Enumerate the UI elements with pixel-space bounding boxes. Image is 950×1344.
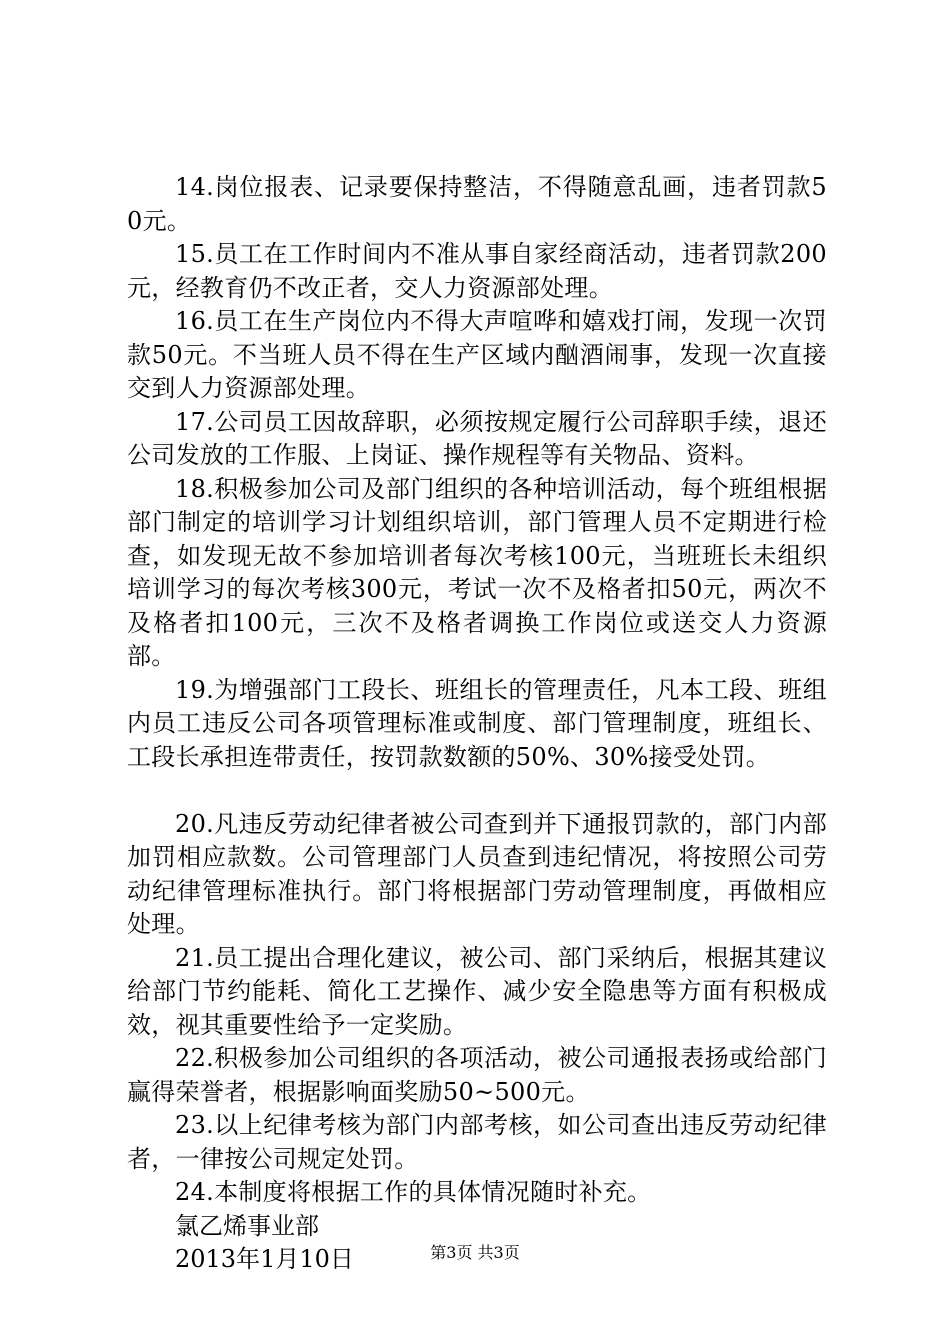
clause-21: 21.员工提出合理化建议，被公司、部门采纳后，根据其建议给部门节约能耗、简化工艺操作、减少安全隐患等方面有积极成效，视其重要性给予一定奖励。: [127, 943, 827, 1039]
signature-date: 2013年1月10日: [175, 1245, 354, 1273]
clause-20: 20.凡违反劳动纪律者被公司查到并下通报罚款的，部门内部加罚相应款数。公司管理部门人员查到违纪情况，将按照公司劳动纪律管理标准执行。部门将根据部门劳动管理制度，再做相应处理。: [127, 809, 827, 938]
clause-23: 23.以上纪律考核为部门内部考核，如公司查出违反劳动纪律者，一律按公司规定处罚。: [127, 1111, 827, 1173]
clause-18: 18.积极参加公司及部门组织的各种培训活动，每个班组根据部门制定的培训学习计划组织培训，部门管理人员不定期进行检查，如发现无故不参加培训者每次考核100元，当班班长未组织培训学习的每次考核300元，考试一次不及格者扣50元，两次不及格者扣100元，三次不及格者调换工作岗位或送交人力资源部。: [127, 474, 827, 670]
clause-16: 16.员工在生产岗位内不得大声喧哗和嬉戏打闹，发现一次罚款50元。不当班人员不得在生产区域内酗酒闹事，发现一次直接交到人力资源部处理。: [127, 307, 827, 402]
clause-19: 19.为增强部门工段长、班组长的管理责任，凡本工段、班组内员工违反公司各项管理标准或制度、部门管理制度，班组长、工段长承担连带责任，按罚款数额的50%、30%接受处罚。: [127, 675, 827, 771]
clause-24: 24.本制度将根据工作的具体情况随时补充。: [175, 1178, 652, 1206]
clause-15: 15.员工在工作时间内不准从事自家经商活动，违者罚款200元，经教育仍不改正者，交人力资源部处理。: [127, 240, 827, 302]
page-number: 第3页 共3页: [430, 1243, 520, 1262]
clause-17: 17.公司员工因故辞职，必须按规定履行公司辞职手续，退还公司发放的工作服、上岗证、操作规程等有关物品、资料。: [127, 407, 827, 469]
clause-22: 22.积极参加公司组织的各项活动，被公司通报表扬或给部门赢得荣誉者，根据影响面奖励50~500元。: [127, 1044, 827, 1106]
document-body: [127, 171, 827, 1277]
signature-department: 氯乙烯事业部: [175, 1211, 319, 1240]
clause-14: 14.岗位报表、记录要保持整洁，不得随意乱画，违者罚款50元。: [127, 173, 827, 235]
